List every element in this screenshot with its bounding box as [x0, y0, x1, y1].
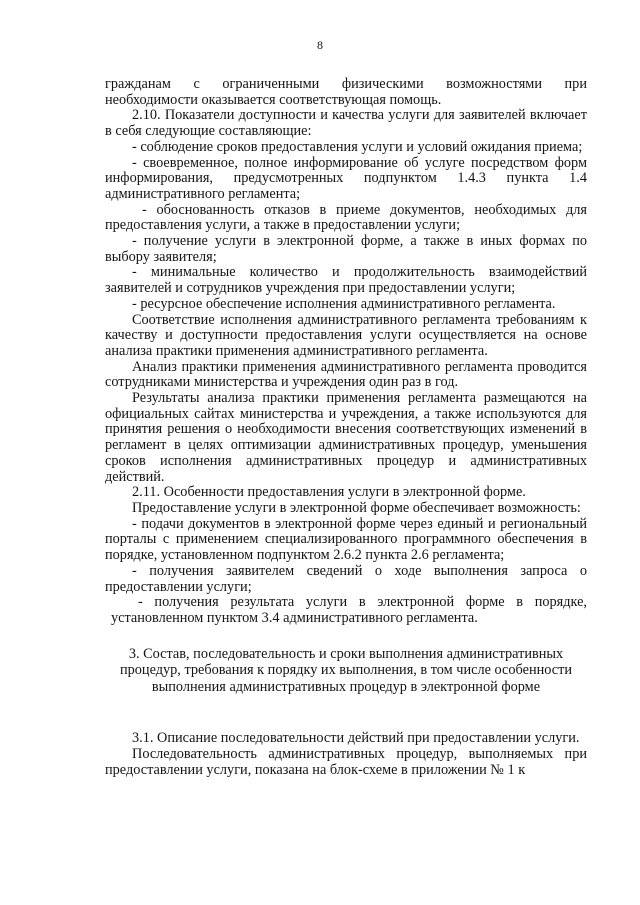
paragraph: 2.11. Особенности предоставления услуги в электронной форме.	[132, 484, 526, 501]
paragraph: гражданам с ограниченными физическими возможностями при необходимости оказывается соответствующая помощь.	[105, 76, 587, 108]
paragraph: Предоставление услуги в электронной форме обеспечивает возможность:	[132, 499, 581, 516]
paragraph: - получения результата услуги в электронной форме в порядке, установленном пунктом 3.4 административного регламента.	[111, 594, 587, 626]
paragraph: 2.10. Показатели доступности и качества услуги для заявителей включает в себя следующие составляющие:	[105, 107, 587, 140]
paragraph: - получение услуги в электронной форме, а также в иных формах по выбору заявителя;	[105, 233, 587, 265]
section-title-line: выполнения административных процедур в электронной форме	[151, 678, 541, 695]
paragraph: Результаты анализа практики применения регламента размещаются на официальных сайтах министерства и учреждения, а также используются для принятия решения о необходимости внесения соответствующих изменений в регламент в целях оптимизации административных процедур, уменьшения сроков исполнения административных процедур и административных действий.	[105, 390, 587, 485]
paragraph: - получения заявителем сведений о ходе выполнения запроса о предоставлении услуги;	[105, 562, 587, 595]
paragraph: - своевременное, полное информирование об услуге посредством форм информирования, предусмотренных подпунктом 1.4.3 пункта 1.4 административного регламента;	[105, 154, 587, 202]
paragraph: 3.1. Описание последовательности действий при предоставлении услуги.	[132, 730, 580, 747]
page-number: 8	[317, 38, 323, 52]
paragraph: - минимальные количество и продолжительность взаимодействий заявителей и сотрудников учреждения при предоставлении услуги;	[105, 264, 587, 297]
paragraph: Последовательность административных процедур, выполняемых при предоставлении услуги, показана на блок-схеме в приложении № 1 к	[105, 745, 587, 778]
paragraph: - соблюдение сроков предоставления услуги и условий ожидания приема;	[132, 138, 583, 155]
paragraph: - обоснованность отказов в приеме документов, необходимых для предоставления услуги, а также в предоставлении услуги;	[105, 201, 587, 234]
section-title-line: процедур, требования к порядку их выполнения, в том числе особенности	[119, 662, 573, 679]
paragraph: - подачи документов в электронной форме через единый и региональный порталы с применением специализированного программного обеспечения в порядке, установленном подпунктом 2.6.2 пункта 2.6 регламента;	[105, 515, 587, 564]
section-title	[105, 646, 587, 696]
document-body	[105, 77, 587, 778]
paragraph: Соответствие исполнения административного регламента требованиям к качеству и доступности предоставления услуги осуществляется на основе анализа практики применения административного регламента.	[105, 311, 587, 359]
paragraph: Анализ практики применения административного регламента проводится сотрудниками министерства и учреждения один раз в год.	[105, 358, 587, 391]
paragraph: - ресурсное обеспечение исполнения административного регламента.	[132, 295, 556, 312]
section-title-line: 3. Состав, последовательность и сроки выполнения административных	[128, 645, 564, 662]
